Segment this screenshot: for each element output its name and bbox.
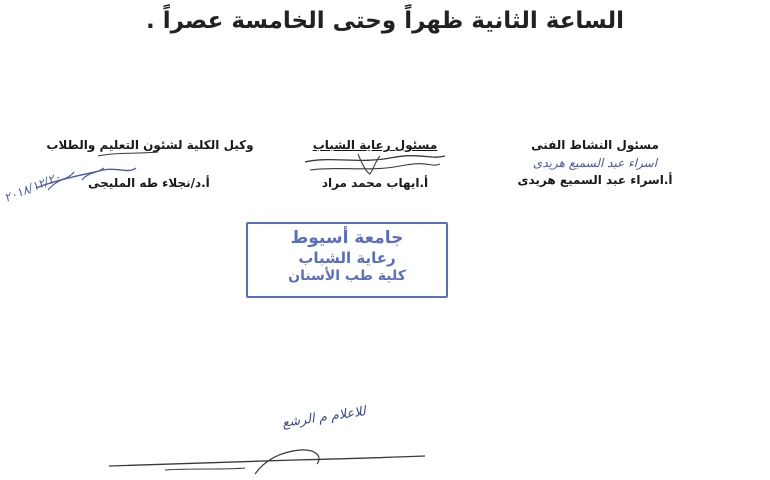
youth-supervisor-title: مسئول رعاية الشباب bbox=[312, 138, 438, 152]
vice-dean-date: ٢٠١٨/١٢/٢٠ bbox=[2, 169, 63, 205]
vice-dean-title: وكيل الكلية لشئون التعليم والطلاب bbox=[46, 138, 254, 152]
bottom-signature bbox=[105, 446, 435, 480]
university-stamp bbox=[246, 222, 448, 298]
stamp-line-youth-care: رعاية الشباب bbox=[298, 249, 396, 267]
activity-supervisor-signature: اسراء عبد السميع هريدى bbox=[532, 156, 658, 170]
schedule-heading: الساعة الثانية ظهراً وحتى الخامسة عصراً . bbox=[146, 8, 624, 34]
youth-supervisor-signature bbox=[300, 150, 450, 180]
signature-activity-supervisor bbox=[500, 138, 690, 187]
youth-supervisor-name: أ.ايهاب محمد مراد bbox=[321, 176, 429, 190]
stamp-line-university: جامعة أسيوط bbox=[290, 228, 404, 248]
activity-supervisor-title: مسئول النشاط الفنى bbox=[531, 138, 659, 152]
handwritten-note: للاعلام م الرشع bbox=[281, 404, 367, 431]
stamp-line-faculty: كلية طب الأسنان bbox=[288, 268, 406, 284]
vice-dean-name: أ.د/نجلاء طه المليجى bbox=[88, 176, 210, 190]
activity-supervisor-name: أ.اسراء عبد السميع هريدى bbox=[517, 173, 673, 187]
